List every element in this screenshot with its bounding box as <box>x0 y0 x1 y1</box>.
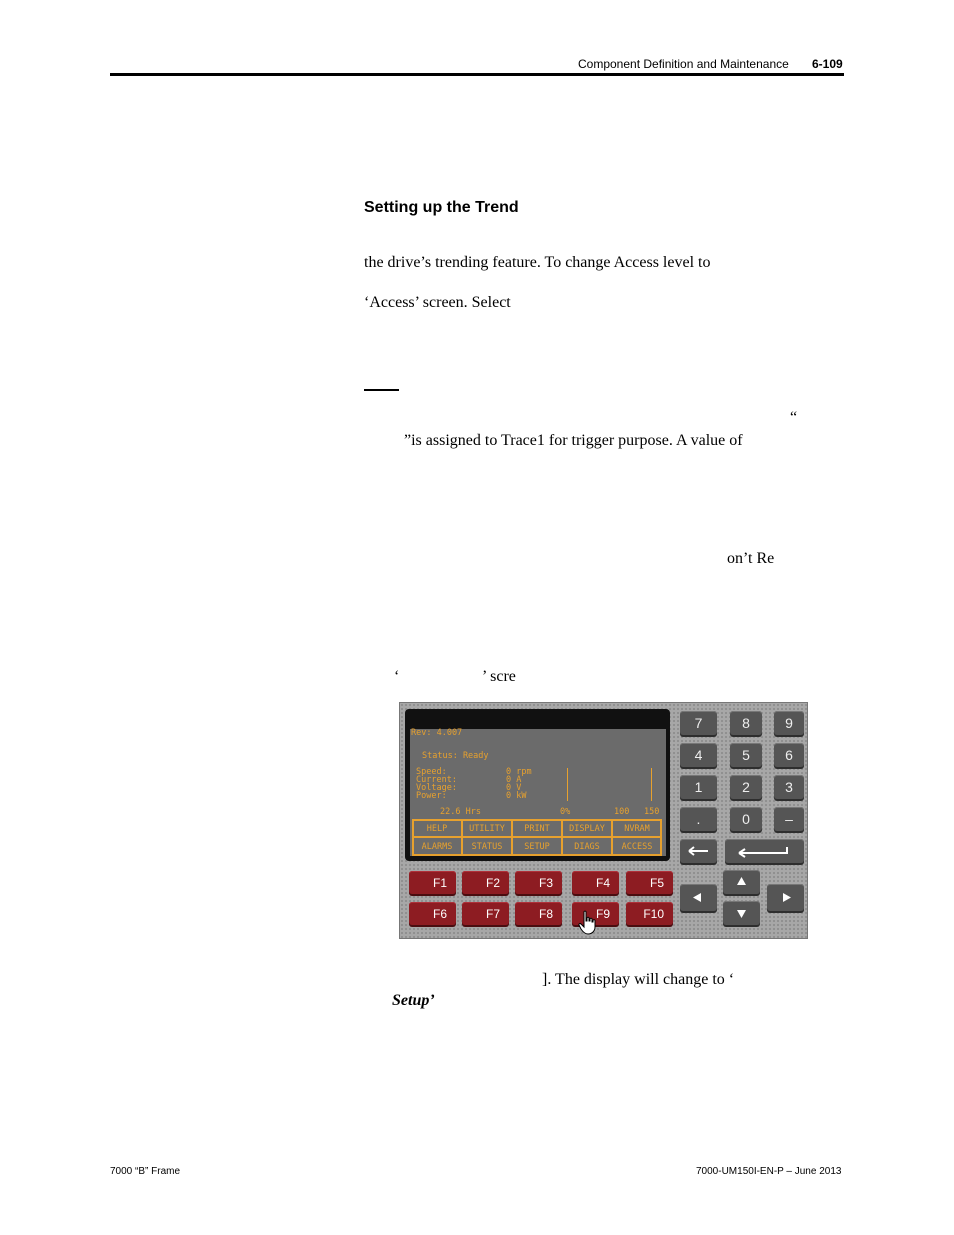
lcd-power-value: 0 kW <box>506 791 527 801</box>
f1-label: F1 <box>432 876 447 890</box>
menu-status[interactable]: STATUS <box>471 842 503 852</box>
right-arrow-key[interactable] <box>767 884 804 911</box>
key-minus[interactable]: – <box>774 807 804 831</box>
lcd-bar-left-line <box>567 768 568 801</box>
quote-mark: ‘ <box>394 668 400 685</box>
lcd-scale-150: 150 <box>644 807 660 817</box>
header-rule <box>110 73 844 76</box>
menu-diags[interactable]: DIAGS <box>574 842 600 852</box>
menu-help[interactable]: HELP <box>426 824 448 834</box>
lcd-power-label: Power: <box>416 791 447 801</box>
f6-label: F6 <box>432 907 447 921</box>
lcd-scale-0: 0% <box>560 807 571 817</box>
f10-key[interactable] <box>626 902 673 925</box>
key-0[interactable]: 0 <box>730 807 762 831</box>
up-arrow-key[interactable] <box>723 870 760 894</box>
section-heading: Setting up the Trend <box>364 199 519 216</box>
f8-key[interactable] <box>515 902 562 925</box>
menu-alarms[interactable]: ALARMS <box>421 842 453 852</box>
f2-key[interactable] <box>462 871 509 894</box>
lcd-current-label: Current: <box>416 775 457 785</box>
body-line-2: ‘Access’ screen. Select <box>364 294 511 311</box>
key-decimal[interactable]: . <box>680 807 717 831</box>
lcd-speed-value: 0 rpm <box>506 767 532 777</box>
lcd-speed-label: Speed: <box>416 767 447 777</box>
key-4[interactable]: 4 <box>680 743 717 767</box>
enter-arrow-icon <box>725 839 804 863</box>
backspace-key[interactable] <box>680 839 717 863</box>
hand-pointer-icon <box>578 910 598 936</box>
f3-label: F3 <box>538 876 553 890</box>
lcd-voltage-label: Voltage: <box>416 783 457 793</box>
f3-key[interactable] <box>515 871 562 894</box>
key-1[interactable]: 1 <box>680 775 717 799</box>
f5-label: F5 <box>649 876 664 890</box>
note-rule <box>364 389 399 391</box>
key-7[interactable]: 7 <box>680 711 717 735</box>
down-arrow-key[interactable] <box>723 901 760 925</box>
body-line-4: on’t Re <box>727 550 775 567</box>
f1-key[interactable] <box>409 871 456 894</box>
lcd-revision: Rev: 4.007 <box>411 728 463 738</box>
body-after-figure: ]. The display will change to ‘ <box>542 971 735 988</box>
key-3[interactable]: 3 <box>774 775 804 799</box>
key-9[interactable]: 9 <box>774 711 804 735</box>
menu-print[interactable]: PRINT <box>524 824 550 834</box>
f7-key[interactable] <box>462 902 509 925</box>
running-header-title: Component Definition and Maintenance <box>578 57 789 71</box>
f4-label: F4 <box>595 876 610 890</box>
lcd-voltage-value: 0 V <box>506 783 522 793</box>
arrow-left-icon <box>680 884 717 911</box>
key-6[interactable]: 6 <box>774 743 804 767</box>
left-arrow-key[interactable] <box>680 884 717 911</box>
arrow-right-icon <box>767 884 804 911</box>
page-number: 6-109 <box>812 57 843 71</box>
lcd-current-value: 0 A <box>506 775 522 785</box>
body-line-3: ”is assigned to Trace1 for trigger purpose. A value of <box>404 432 743 449</box>
body-line-5: ’ scre <box>482 668 516 685</box>
key-5[interactable]: 5 <box>730 743 762 767</box>
f10-label: F10 <box>643 907 664 921</box>
lcd-bar-right-line <box>651 768 652 801</box>
setup-label: Setup’ <box>392 992 435 1009</box>
arrow-down-icon <box>723 901 760 925</box>
lcd-hours: 22.6 Hrs <box>440 807 481 817</box>
menu-utility[interactable]: UTILITY <box>469 824 505 834</box>
menu-nvram[interactable]: NVRAM <box>624 824 650 834</box>
key-8[interactable]: 8 <box>730 711 762 735</box>
footer-right: 7000-UM150I-EN-P – June 2013 <box>696 1166 842 1177</box>
f6-key[interactable] <box>409 902 456 925</box>
menu-setup[interactable]: SETUP <box>524 842 550 852</box>
key-2[interactable]: 2 <box>730 775 762 799</box>
lcd-status: Status: Ready <box>422 751 489 761</box>
f4-key[interactable] <box>572 871 619 894</box>
f2-label: F2 <box>485 876 500 890</box>
lcd-scale-100: 100 <box>614 807 630 817</box>
f9-label: F9 <box>595 907 610 921</box>
f8-label: F8 <box>538 907 553 921</box>
body-line-1: the drive’s trending feature. To change Access level to <box>364 254 711 271</box>
arrow-up-icon <box>723 870 760 894</box>
menu-access[interactable]: ACCESS <box>621 842 653 852</box>
backspace-arrow-icon <box>680 839 717 863</box>
menu-display[interactable]: DISPLAY <box>569 824 605 834</box>
f5-key[interactable] <box>626 871 673 894</box>
footer-left: 7000 “B” Frame <box>110 1166 181 1177</box>
quote-open: “ <box>790 409 798 426</box>
f7-label: F7 <box>485 907 500 921</box>
enter-key[interactable] <box>725 839 804 863</box>
grid-divider <box>412 836 662 838</box>
